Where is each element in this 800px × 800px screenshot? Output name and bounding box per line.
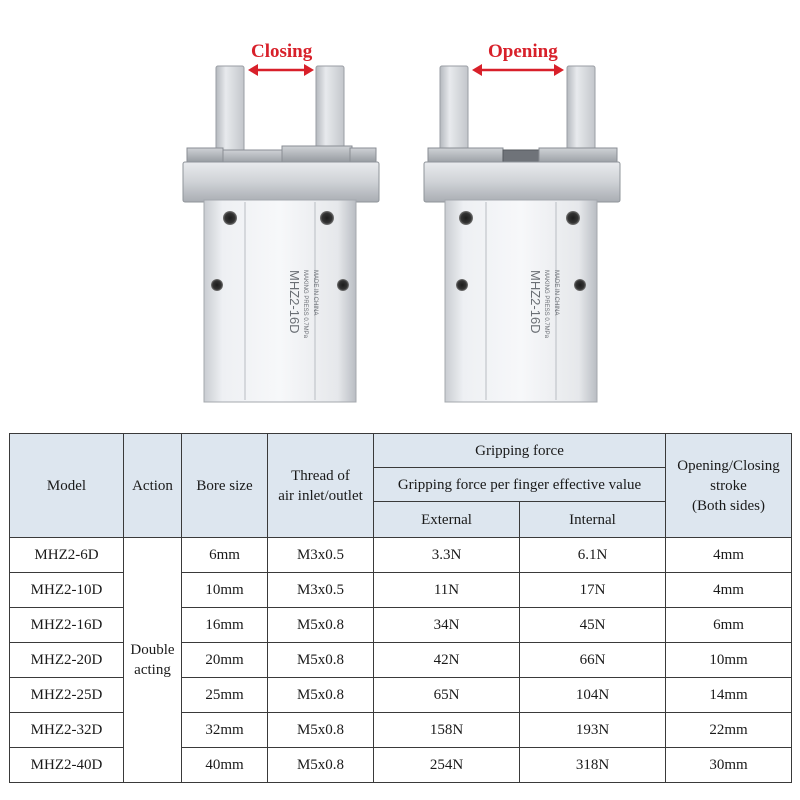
cell-stroke: 10mm	[666, 643, 792, 678]
cell-model: MHZ2-10D	[10, 573, 124, 608]
cell-thread: M5x0.8	[268, 678, 374, 713]
cell-bore: 20mm	[182, 643, 268, 678]
table-row	[10, 538, 792, 573]
header-action: Action	[124, 434, 182, 538]
cell-thread: M5x0.8	[268, 608, 374, 643]
cell-external: 3.3N	[374, 538, 520, 573]
cell-thread: M3x0.5	[268, 573, 374, 608]
cell-internal: 318N	[520, 748, 666, 783]
engraving-origin-right: MADE IN CHINA	[553, 270, 559, 316]
spec-table-header	[10, 434, 792, 538]
cell-stroke: 30mm	[666, 748, 792, 783]
header-bore-size: Bore size	[182, 434, 268, 538]
cell-bore: 32mm	[182, 713, 268, 748]
cell-thread: M5x0.8	[268, 643, 374, 678]
cell-model: MHZ2-16D	[10, 608, 124, 643]
cell-external: 34N	[374, 608, 520, 643]
cell-model: MHZ2-20D	[10, 643, 124, 678]
cell-bore: 16mm	[182, 608, 268, 643]
cell-model: MHZ2-6D	[10, 538, 124, 573]
cell-external: 42N	[374, 643, 520, 678]
cell-stroke: 22mm	[666, 713, 792, 748]
cell-external: 254N	[374, 748, 520, 783]
cell-model: MHZ2-40D	[10, 748, 124, 783]
cell-external: 11N	[374, 573, 520, 608]
engraving-model-right: MHZ2-16D	[528, 270, 543, 334]
header-per-finger: Gripping force per finger effective value	[374, 468, 666, 502]
engraving-origin-left: MADE IN CHINA	[312, 270, 318, 316]
cell-thread: M5x0.8	[268, 748, 374, 783]
cell-stroke: 4mm	[666, 573, 792, 608]
cell-stroke: 6mm	[666, 608, 792, 643]
gripper-closing	[183, 66, 379, 402]
cell-model: MHZ2-25D	[10, 678, 124, 713]
engraving-maker-right: MAKING PRESS 0.7MPa	[543, 270, 549, 339]
cell-bore: 10mm	[182, 573, 268, 608]
engraving-maker-left: MAKING PRESS 0.7MPa	[302, 270, 308, 339]
cell-internal: 104N	[520, 678, 666, 713]
cell-internal: 193N	[520, 713, 666, 748]
gripper-opening	[424, 66, 620, 402]
header-external: External	[374, 502, 520, 538]
cell-external: 65N	[374, 678, 520, 713]
engraving-model-left: MHZ2-16D	[287, 270, 302, 334]
header-model: Model	[10, 434, 124, 538]
header-gripping-force: Gripping force	[374, 434, 666, 468]
cell-internal: 66N	[520, 643, 666, 678]
cell-bore: 40mm	[182, 748, 268, 783]
header-internal: Internal	[520, 502, 666, 538]
cell-external: 158N	[374, 713, 520, 748]
cell-internal: 17N	[520, 573, 666, 608]
cell-internal: 6.1N	[520, 538, 666, 573]
cell-stroke: 14mm	[666, 678, 792, 713]
closing-label: Closing	[251, 41, 313, 62]
cell-thread: M5x0.8	[268, 713, 374, 748]
cell-bore: 6mm	[182, 538, 268, 573]
cell-model: MHZ2-32D	[10, 713, 124, 748]
cell-thread: M3x0.5	[268, 538, 374, 573]
cell-bore: 25mm	[182, 678, 268, 713]
opening-label: Opening	[488, 41, 558, 62]
cell-internal: 45N	[520, 608, 666, 643]
cell-action: Double acting	[124, 538, 182, 783]
header-thread: Thread of air inlet/outlet	[268, 434, 374, 538]
header-stroke: Opening/Closing stroke (Both sides)	[666, 434, 792, 538]
cell-stroke: 4mm	[666, 538, 792, 573]
spec-table	[9, 433, 792, 783]
